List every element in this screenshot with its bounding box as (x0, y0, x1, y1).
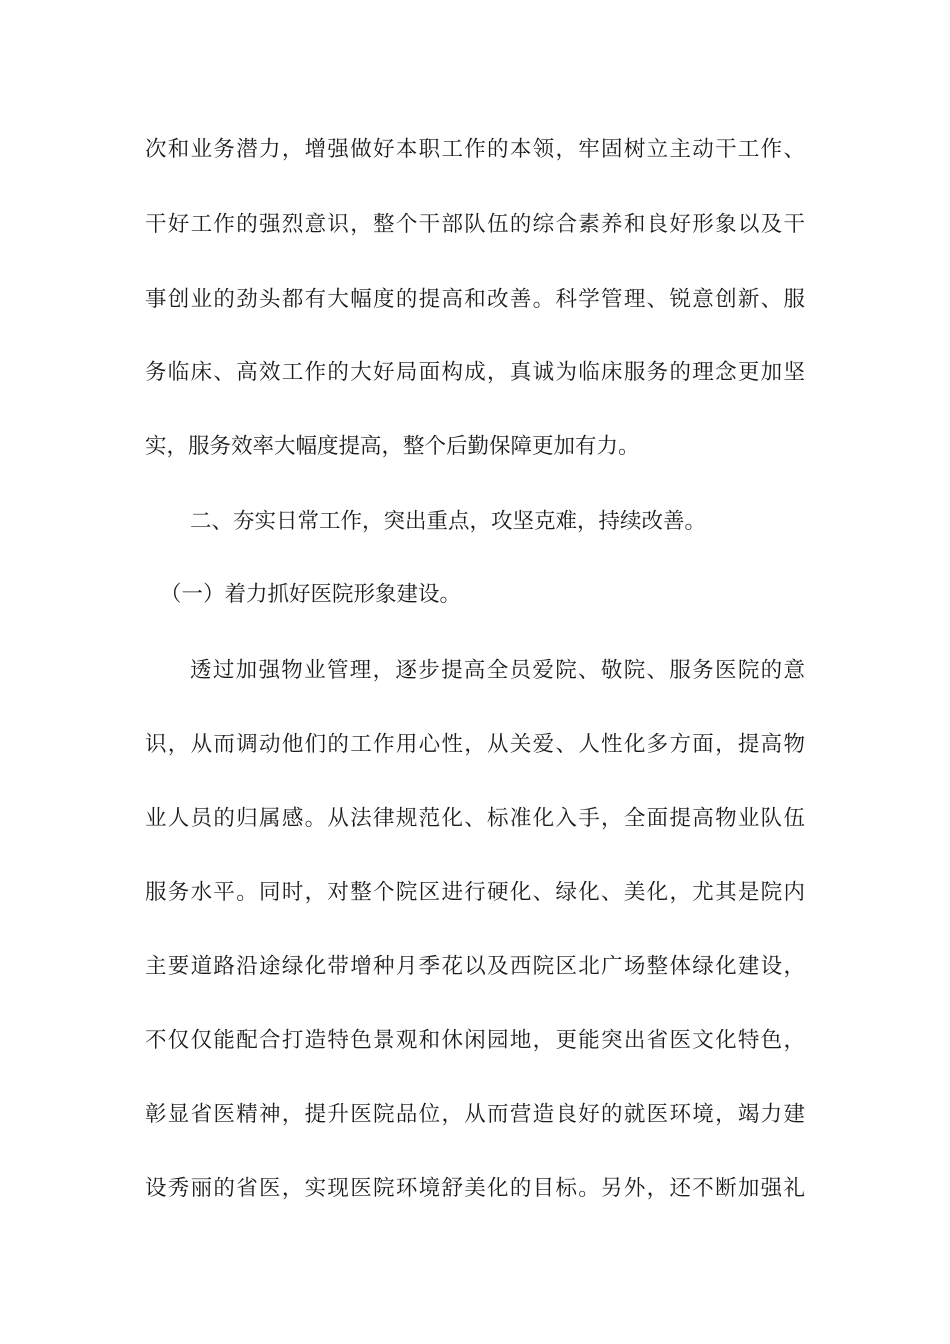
text-line: 干好工作的强烈意识，整个干部队伍的综合素养和良好形象以及干 (145, 212, 805, 237)
text-line: 务临床、高效工作的大好局面构成，真诚为临床服务的理念更加坚 (145, 360, 805, 385)
text-line: 主要道路沿途绿化带增种月季花以及西院区北广场整体绿化建设， (145, 954, 805, 979)
text-line: 服务水平。同时，对整个院区进行硬化、绿化、美化，尤其是院内 (145, 880, 805, 905)
text-line: 业人员的归属感。从法律规范化、标准化入手，全面提高物业队伍 (145, 806, 805, 831)
section-heading: 二、夯实日常工作，突出重点，攻坚克难，持续改善。 (190, 509, 707, 534)
text-line: 彰显省医精神，提升医院品位，从而营造良好的就医环境，竭力建 (145, 1102, 805, 1127)
text-line: 事创业的劲头都有大幅度的提高和改善。科学管理、锐意创新、服 (145, 287, 805, 312)
text-line: 次和业务潜力，增强做好本职工作的本领，牢固树立主动干工作、 (145, 137, 805, 162)
subsection-heading: （一）着力抓好医院形象建设。 (160, 582, 462, 607)
text-line: 不仅仅能配合打造特色景观和休闲园地，更能突出省医文化特色， (145, 1028, 805, 1053)
text-line: 识，从而调动他们的工作用心性，从关爱、人性化多方面，提高物 (145, 732, 805, 757)
text-line: 设秀丽的省医，实现医院环境舒美化的目标。另外，还不断加强礼 (145, 1176, 805, 1201)
text-line: 实，服务效率大幅度提高，整个后勤保障更加有力。 (145, 434, 640, 459)
text-line: 透过加强物业管理，逐步提高全员爱院、敬院、服务医院的意 (190, 658, 805, 683)
